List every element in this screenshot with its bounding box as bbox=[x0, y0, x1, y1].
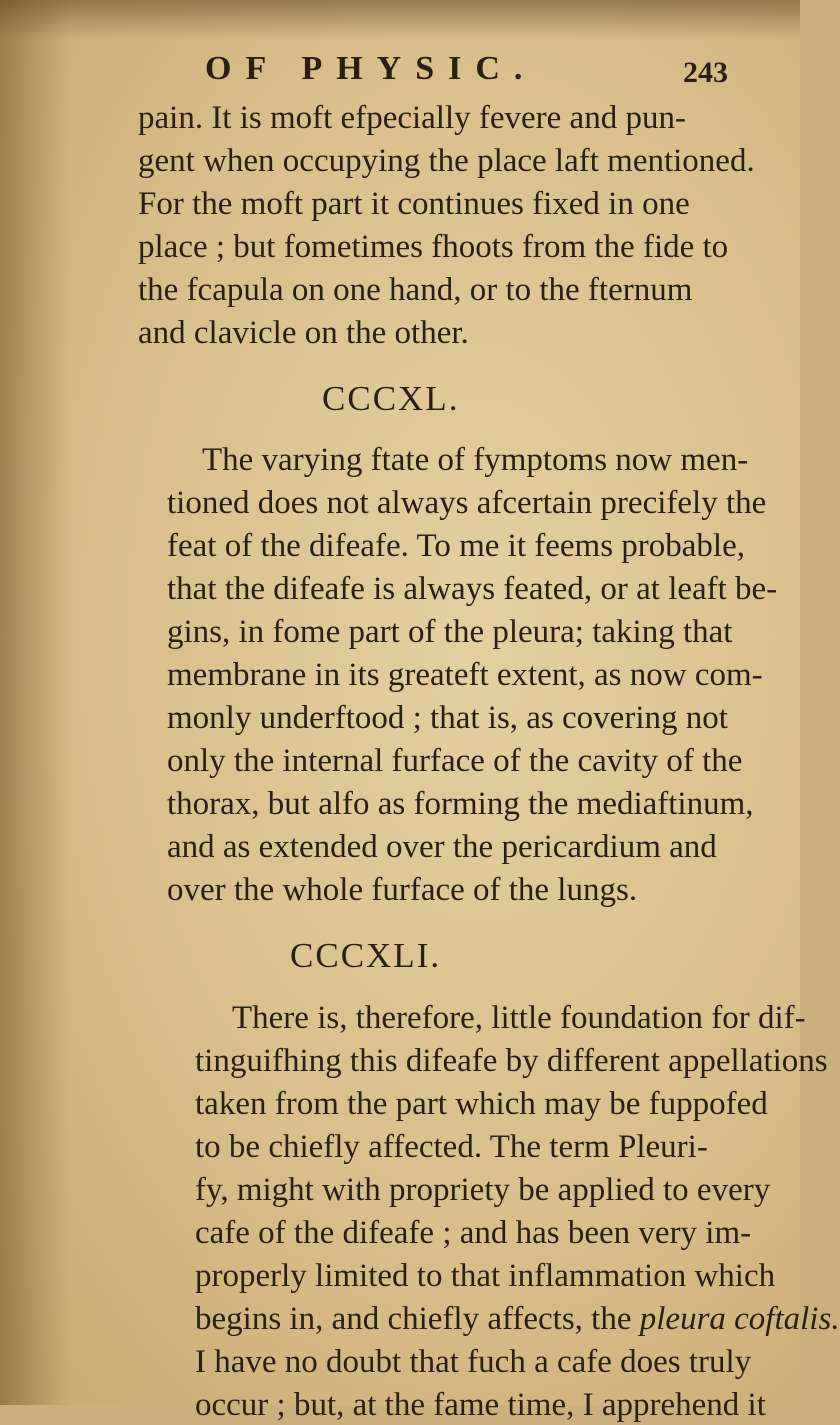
text-line: cafe of the difeafe ; and has been very im- bbox=[195, 1215, 752, 1251]
text-line: membrane in its greateft extent, as now com- bbox=[167, 657, 763, 693]
text-line: tioned does not always afcertain precifely the bbox=[167, 485, 767, 521]
text-line: place ; but fometimes fhoots from the fide to bbox=[138, 229, 729, 265]
text-line: feat of the difeafe. To me it feems probable, bbox=[167, 528, 745, 564]
text-line: and as extended over the pericardium and bbox=[167, 829, 717, 865]
running-title: OF PHYSIC. bbox=[205, 50, 537, 87]
text-line: only the internal furface of the cavity of the bbox=[167, 743, 743, 779]
text-line: gent when occupying the place laft mentioned. bbox=[138, 143, 755, 179]
text-line: monly underftood ; that is, as covering not bbox=[167, 700, 728, 736]
text-line: pain. It is moft efpecially fevere and pun- bbox=[138, 100, 686, 136]
text-line: fy, might with propriety be applied to every bbox=[195, 1172, 771, 1208]
text-line: The varying ftate of fymptoms now men- bbox=[202, 442, 749, 478]
text-line: gins, in fome part of the pleura; taking that bbox=[167, 614, 733, 650]
text-line: properly limited to that inflammation which bbox=[195, 1258, 776, 1294]
text-line: There is, therefore, little foundation for dif- bbox=[232, 1000, 806, 1036]
text-line: taken from the part which may be fuppofed bbox=[195, 1086, 768, 1122]
text-span: begins in, and chiefly affects, the bbox=[195, 1301, 640, 1337]
page-number: 243 bbox=[683, 56, 728, 89]
text-line: over the whole furface of the lungs. bbox=[167, 872, 638, 908]
text-line: tinguifhing this difeafe by different appellations bbox=[195, 1043, 828, 1079]
section-heading: CCCXL. bbox=[322, 379, 460, 418]
text-line: For the moft part it continues fixed in one bbox=[138, 186, 690, 222]
italic-term: pleura coftalis. bbox=[639, 1301, 840, 1337]
text-line: I have no doubt that fuch a cafe does truly bbox=[195, 1344, 752, 1380]
text-line bbox=[195, 1299, 840, 1339]
section-heading: CCCXLI. bbox=[290, 936, 442, 975]
text-line: to be chiefly affected. The term Pleuri- bbox=[195, 1129, 708, 1165]
text-line: occur ; but, at the fame time, I apprehend it bbox=[195, 1387, 766, 1423]
text-line: thorax, but alfo as forming the mediaftinum, bbox=[167, 786, 754, 822]
text-line: that the difeafe is always feated, or at leaft be- bbox=[167, 571, 778, 607]
text-line: and clavicle on the other. bbox=[138, 315, 469, 351]
text-line: the fcapula on one hand, or to the fternum bbox=[138, 272, 693, 308]
